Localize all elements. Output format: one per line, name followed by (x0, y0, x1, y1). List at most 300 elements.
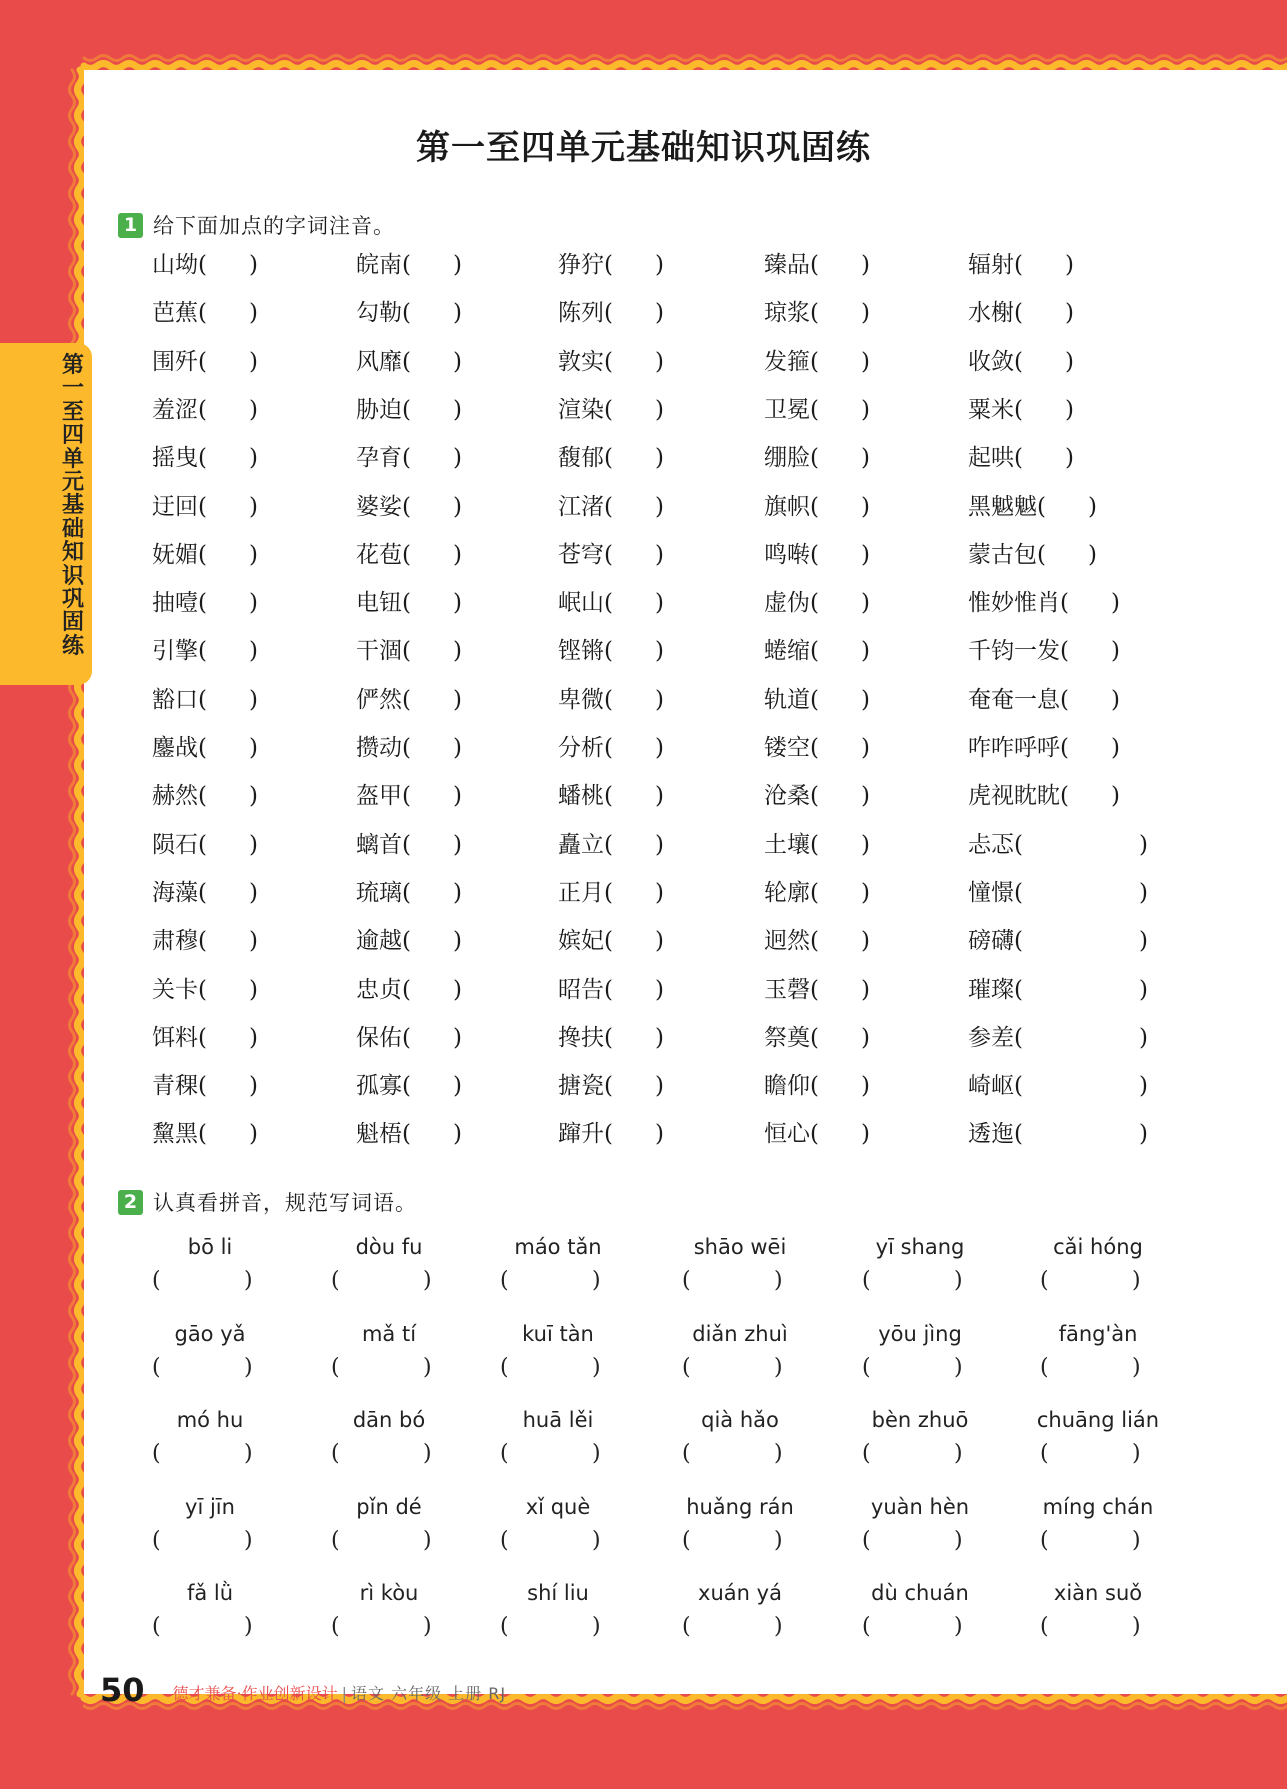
word-text: 电钮 (356, 590, 402, 617)
paren-open: ( (604, 735, 613, 761)
pinyin-text: míng chán (1042, 1494, 1154, 1519)
paren-open: ( (198, 348, 207, 375)
paren-open: ( (402, 396, 411, 423)
pinyin-text: yī jīn (185, 1494, 235, 1519)
word-item (152, 975, 258, 1005)
answer-blank[interactable] (468, 1614, 648, 1646)
answer-blank[interactable] (299, 1528, 479, 1560)
word-item (356, 1023, 462, 1053)
paren-open: ( (198, 976, 207, 1003)
pinyin-text: cǎi hóng (1053, 1235, 1143, 1259)
answer-blank[interactable] (1008, 1355, 1188, 1387)
paren-close: ) (1110, 735, 1120, 761)
pinyin-item (830, 1492, 1010, 1560)
paren-close: ) (1110, 590, 1120, 617)
word-text: 馥郁 (558, 445, 604, 472)
pinyin-text: shāo wēi (693, 1235, 787, 1259)
paren-open: ( (810, 300, 819, 327)
word-text: 羞涩 (152, 396, 198, 423)
word-item (558, 830, 664, 860)
answer-blank[interactable] (1008, 1614, 1188, 1646)
word-item (764, 492, 870, 522)
pinyin-item (830, 1232, 1010, 1300)
paren-open: ( (1040, 1527, 1049, 1553)
answer-blank[interactable] (299, 1268, 479, 1300)
word-text: 磅礴 (968, 928, 1014, 955)
answer-blank[interactable] (299, 1355, 479, 1387)
paren-close: ) (452, 252, 462, 278)
paren-close: ) (654, 1024, 664, 1051)
paren-close: ) (860, 1073, 870, 1100)
answer-blank[interactable] (1008, 1528, 1188, 1560)
word-item (152, 347, 258, 377)
word-item (356, 830, 462, 860)
word-text: 嫔妃 (558, 928, 604, 955)
paren-open: ( (402, 348, 411, 375)
page-title: 第一至四单元基础知识巩固练 (416, 128, 871, 168)
word-text: 琉璃 (356, 879, 402, 906)
answer-blank[interactable] (299, 1614, 479, 1646)
pinyin-text: dān bó (352, 1408, 426, 1432)
word-item (968, 975, 1148, 1005)
section-2-badge: 2 (118, 1190, 143, 1215)
paren-close: ) (860, 1024, 870, 1051)
pinyin-item (299, 1492, 479, 1560)
paren-close: ) (654, 783, 664, 810)
word-item (152, 492, 258, 522)
answer-blank[interactable] (830, 1614, 1010, 1646)
paren-open: ( (604, 493, 613, 520)
paren-close: ) (1064, 300, 1074, 327)
word-text: 引擎 (152, 638, 198, 665)
paren-close: ) (774, 1441, 783, 1466)
paren-open: ( (500, 1354, 509, 1380)
word-item (968, 250, 1074, 280)
paren-open: ( (682, 1527, 691, 1553)
paren-close: ) (860, 976, 870, 1003)
paren-close: ) (654, 1121, 664, 1148)
paren-open: ( (1060, 783, 1069, 810)
paren-close: ) (452, 783, 462, 810)
paren-close: ) (244, 1354, 253, 1380)
answer-blank[interactable] (120, 1441, 300, 1473)
paren-open: ( (1014, 445, 1023, 472)
word-text: 鸣啭 (764, 541, 810, 568)
paren-close: ) (774, 1354, 783, 1380)
wavy-border-line (78, 70, 83, 1694)
pinyin-writing-grid (120, 1232, 1180, 1652)
word-item (764, 540, 870, 570)
paren-close: ) (1138, 831, 1148, 858)
paren-open: ( (1014, 1121, 1023, 1148)
word-item (764, 298, 870, 328)
page-footer (100, 1664, 506, 1708)
word-text: 崎岖 (968, 1073, 1014, 1100)
paren-open: ( (198, 252, 207, 278)
pinyin-item (1008, 1405, 1188, 1473)
answer-blank[interactable] (830, 1528, 1010, 1560)
paren-close: ) (248, 783, 258, 810)
word-item (558, 878, 664, 908)
pinyin-text: pǐn dé (356, 1494, 422, 1519)
answer-blank[interactable] (120, 1355, 300, 1387)
word-text: 敦实 (558, 348, 604, 375)
word-text: 正月 (558, 879, 604, 906)
paren-close: ) (654, 976, 664, 1003)
paren-close: ) (452, 928, 462, 955)
word-item (968, 781, 1120, 811)
paren-open: ( (402, 831, 411, 858)
word-item (356, 1071, 462, 1101)
paren-open: ( (152, 1354, 161, 1380)
pinyin-text: xǐ què (525, 1494, 591, 1519)
answer-blank[interactable] (120, 1528, 300, 1560)
word-text: 鏖战 (152, 735, 198, 761)
pinyin-text: yuàn hèn (870, 1494, 970, 1519)
paren-open: ( (402, 686, 411, 713)
pinyin-text: kuī tàn (522, 1321, 594, 1346)
paren-close: ) (248, 541, 258, 568)
paren-open: ( (810, 928, 819, 955)
word-text: 山坳 (152, 252, 198, 278)
word-text: 逾越 (356, 928, 402, 955)
paren-open: ( (1040, 1268, 1049, 1293)
paren-close: ) (654, 831, 664, 858)
word-text: 搪瓷 (558, 1073, 604, 1100)
answer-blank[interactable] (299, 1441, 479, 1473)
paren-open: ( (198, 735, 207, 761)
paren-close: ) (1110, 686, 1120, 713)
paren-open: ( (152, 1268, 161, 1293)
paren-open: ( (402, 541, 411, 568)
paren-close: ) (248, 1073, 258, 1100)
word-text: 抽噎 (152, 590, 198, 617)
word-text: 收敛 (968, 348, 1014, 375)
word-item (558, 347, 664, 377)
word-item (968, 298, 1074, 328)
paren-close: ) (1132, 1441, 1141, 1466)
word-text: 蹿升 (558, 1121, 604, 1148)
wavy-border-line (84, 56, 1287, 61)
word-item (764, 1023, 870, 1053)
word-text: 绷脸 (764, 445, 810, 472)
paren-open: ( (198, 1073, 207, 1100)
word-item (968, 685, 1120, 715)
paren-open: ( (500, 1268, 509, 1293)
word-item (152, 733, 258, 763)
word-item (968, 492, 1097, 522)
paren-open: ( (402, 783, 411, 810)
word-item (152, 395, 258, 425)
word-text: 奄奄一息 (968, 686, 1060, 713)
answer-blank[interactable] (1008, 1268, 1188, 1300)
word-text: 陨石 (152, 831, 198, 858)
answer-blank[interactable] (468, 1355, 648, 1387)
answer-blank[interactable] (120, 1268, 300, 1300)
answer-blank[interactable] (650, 1441, 830, 1473)
word-item (558, 395, 664, 425)
word-text: 璀璨 (968, 976, 1014, 1003)
paren-close: ) (654, 686, 664, 713)
paren-close: ) (248, 879, 258, 906)
answer-blank[interactable] (650, 1355, 830, 1387)
word-text: 婆娑 (356, 493, 402, 520)
paren-close: ) (1138, 1024, 1148, 1051)
paren-close: ) (654, 300, 664, 327)
answer-blank[interactable] (468, 1268, 648, 1300)
side-tab-label: 第一至四单元基础知识巩固练 (61, 352, 84, 659)
word-text: 陈列 (558, 300, 604, 327)
word-text: 蜷缩 (764, 638, 810, 665)
pinyin-text: máo tǎn (514, 1235, 602, 1259)
paren-open: ( (810, 541, 819, 568)
word-text: 海藻 (152, 879, 198, 906)
paren-close: ) (452, 396, 462, 423)
paren-open: ( (810, 1024, 819, 1051)
answer-blank[interactable] (650, 1268, 830, 1300)
paren-open: ( (810, 1073, 819, 1100)
paren-open: ( (331, 1527, 340, 1553)
pinyin-item (468, 1319, 648, 1387)
wavy-border-line (84, 64, 1287, 69)
paren-open: ( (810, 348, 819, 375)
word-item (968, 1023, 1148, 1053)
paren-close: ) (452, 493, 462, 520)
paren-open: ( (402, 493, 411, 520)
word-text: 臻品 (764, 252, 810, 278)
pinyin-item (468, 1232, 648, 1300)
paren-open: ( (1014, 879, 1023, 906)
word-text: 花苞 (356, 541, 402, 568)
word-text: 干涸 (356, 638, 402, 665)
paren-close: ) (774, 1614, 783, 1639)
paren-open: ( (198, 300, 207, 327)
pinyin-text: dòu fu (355, 1235, 423, 1259)
word-text: 岷山 (558, 590, 604, 617)
paren-open: ( (198, 928, 207, 955)
word-item (968, 733, 1120, 763)
word-text: 轮廓 (764, 879, 810, 906)
paren-open: ( (604, 783, 613, 810)
paren-open: ( (810, 735, 819, 761)
paren-open: ( (402, 445, 411, 472)
word-item (968, 636, 1120, 666)
paren-close: ) (860, 638, 870, 665)
paren-open: ( (604, 686, 613, 713)
word-item (356, 298, 462, 328)
word-item (152, 781, 258, 811)
paren-close: ) (1064, 348, 1074, 375)
word-text: 恒心 (764, 1121, 810, 1148)
word-item (356, 781, 462, 811)
pinyin-item (120, 1232, 300, 1300)
paren-close: ) (954, 1354, 963, 1380)
word-text: 旗帜 (764, 493, 810, 520)
word-item (152, 636, 258, 666)
paren-close: ) (423, 1354, 432, 1380)
paren-open: ( (1014, 396, 1023, 423)
word-item (558, 1119, 664, 1149)
word-item (152, 1023, 258, 1053)
paren-close: ) (654, 879, 664, 906)
word-text: 妩媚 (152, 541, 198, 568)
answer-blank[interactable] (1008, 1441, 1188, 1473)
paren-close: ) (1087, 493, 1097, 520)
answer-blank[interactable] (650, 1614, 830, 1646)
paren-close: ) (452, 638, 462, 665)
word-item (152, 830, 258, 860)
answer-blank[interactable] (468, 1441, 648, 1473)
paren-open: ( (198, 1024, 207, 1051)
paren-close: ) (1138, 976, 1148, 1003)
word-text: 虚伪 (764, 590, 810, 617)
pinyin-text: rì kòu (359, 1581, 419, 1605)
word-text: 肃穆 (152, 928, 198, 955)
paren-close: ) (452, 735, 462, 761)
paren-open: ( (604, 928, 613, 955)
answer-blank[interactable] (830, 1441, 1010, 1473)
word-item (356, 540, 462, 570)
paren-open: ( (604, 1121, 613, 1148)
word-item (558, 492, 664, 522)
paren-close: ) (244, 1527, 253, 1553)
pinyin-text: chuāng lián (1036, 1408, 1160, 1432)
paren-close: ) (954, 1614, 963, 1639)
pinyin-item (830, 1319, 1010, 1387)
paren-close: ) (248, 1024, 258, 1051)
word-item (152, 926, 258, 956)
paren-close: ) (248, 590, 258, 617)
paren-open: ( (1060, 735, 1069, 761)
paren-open: ( (152, 1441, 161, 1466)
word-text: 分析 (558, 735, 604, 761)
paren-open: ( (331, 1614, 340, 1639)
answer-blank[interactable] (830, 1355, 1010, 1387)
pinyin-text: fǎ lǜ (186, 1581, 234, 1605)
paren-close: ) (654, 252, 664, 278)
paren-open: ( (402, 638, 411, 665)
word-item (968, 347, 1074, 377)
section-1-header (118, 210, 395, 240)
paren-close: ) (452, 541, 462, 568)
paren-close: ) (248, 396, 258, 423)
paren-close: ) (654, 396, 664, 423)
paren-open: ( (402, 1121, 411, 1148)
paren-close: ) (592, 1268, 601, 1293)
pinyin-text: mó hu (176, 1408, 244, 1432)
word-text: 卑微 (558, 686, 604, 713)
word-item (764, 878, 870, 908)
paren-close: ) (452, 976, 462, 1003)
word-item (764, 636, 870, 666)
word-text: 勾勒 (356, 300, 402, 327)
brand-name: 德才兼备·作业创新设计 (172, 1684, 338, 1703)
paren-close: ) (1132, 1354, 1141, 1380)
word-item (356, 733, 462, 763)
paren-close: ) (452, 1121, 462, 1148)
answer-blank[interactable] (120, 1614, 300, 1646)
paren-open: ( (604, 1024, 613, 1051)
pinyin-item (299, 1405, 479, 1473)
word-text: 魁梧 (356, 1121, 402, 1148)
word-item (356, 492, 462, 522)
word-item (356, 443, 462, 473)
paren-close: ) (452, 590, 462, 617)
word-text: 参差 (968, 1024, 1014, 1051)
word-item (558, 685, 664, 715)
paren-close: ) (592, 1354, 601, 1380)
word-text: 忠贞 (356, 976, 402, 1003)
paren-open: ( (500, 1527, 509, 1553)
word-text: 孤寡 (356, 1073, 402, 1100)
word-item (764, 685, 870, 715)
paren-open: ( (604, 252, 613, 278)
word-text: 摇曳 (152, 445, 198, 472)
paren-close: ) (860, 686, 870, 713)
pinyin-item (650, 1578, 830, 1646)
answer-blank[interactable] (468, 1528, 648, 1560)
word-item (764, 1071, 870, 1101)
paren-close: ) (1138, 928, 1148, 955)
paren-close: ) (954, 1527, 963, 1553)
paren-close: ) (1110, 638, 1120, 665)
paren-open: ( (198, 493, 207, 520)
word-text: 围歼 (152, 348, 198, 375)
word-text: 瞻仰 (764, 1073, 810, 1100)
paren-close: ) (1110, 783, 1120, 810)
paren-open: ( (682, 1614, 691, 1639)
paren-open: ( (1014, 348, 1023, 375)
paren-open: ( (810, 396, 819, 423)
word-item (968, 830, 1148, 860)
paren-open: ( (402, 1024, 411, 1051)
paren-close: ) (1132, 1527, 1141, 1553)
paren-open: ( (810, 493, 819, 520)
paren-open: ( (198, 590, 207, 617)
pinyin-item (650, 1232, 830, 1300)
pinyin-item (299, 1578, 479, 1646)
word-item (968, 395, 1074, 425)
paren-open: ( (1060, 590, 1069, 617)
word-text: 轨道 (764, 686, 810, 713)
word-text: 渲染 (558, 396, 604, 423)
word-item (356, 926, 462, 956)
word-text: 透迤 (968, 1121, 1014, 1148)
paren-open: ( (604, 1073, 613, 1100)
word-item (764, 1119, 870, 1149)
paren-close: ) (1132, 1614, 1141, 1639)
word-item (356, 347, 462, 377)
word-item (968, 926, 1148, 956)
answer-blank[interactable] (830, 1268, 1010, 1300)
word-item (764, 347, 870, 377)
word-item (152, 1119, 258, 1149)
section-1-instruction: 给下面加点的字词注音。 (153, 214, 395, 238)
paren-open: ( (604, 831, 613, 858)
word-text: 迂回 (152, 493, 198, 520)
word-text: 水榭 (968, 300, 1014, 327)
paren-open: ( (500, 1441, 509, 1466)
paren-close: ) (248, 928, 258, 955)
word-text: 俨然 (356, 686, 402, 713)
paren-open: ( (402, 1073, 411, 1100)
word-text: 饵料 (152, 1024, 198, 1051)
paren-close: ) (860, 1121, 870, 1148)
paren-close: ) (423, 1441, 432, 1466)
answer-blank[interactable] (650, 1528, 830, 1560)
book-info: 语文 六年级 上册 RJ (351, 1684, 507, 1703)
page-number: 50 (100, 1671, 145, 1709)
